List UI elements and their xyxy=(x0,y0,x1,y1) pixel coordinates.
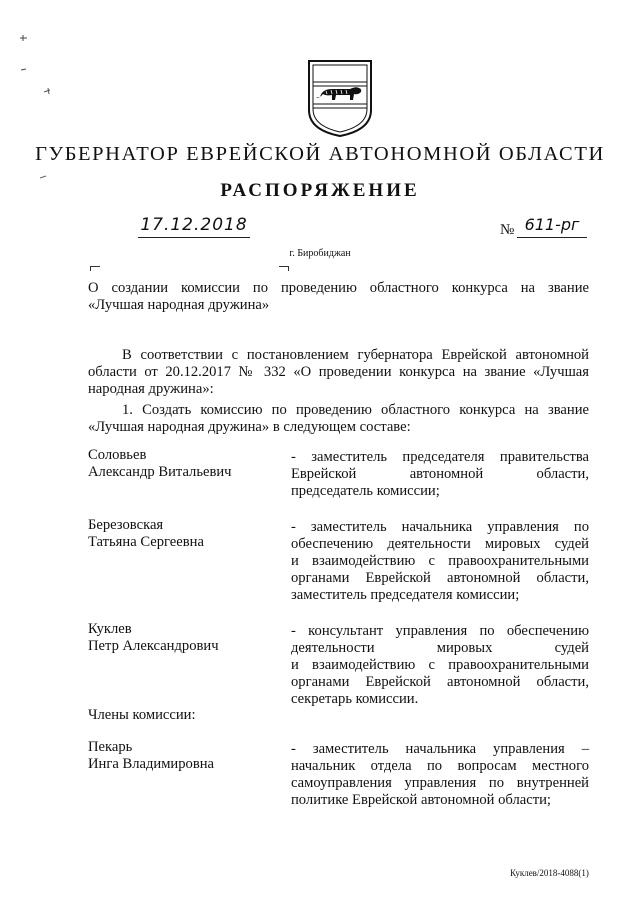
coat-of-arms-emblem xyxy=(306,58,374,138)
members-label: Члены комиссии: xyxy=(88,707,196,723)
member-name xyxy=(88,517,278,551)
document-number: 611-рг xyxy=(517,215,587,238)
member-surname: Пекарь xyxy=(88,739,133,755)
paragraph-line: «Лучшая народная дружина» в следующем составе: xyxy=(88,419,411,435)
role-line: секретарь комиссии. xyxy=(291,691,419,707)
role-line: органами Еврейской автономной области, xyxy=(291,570,589,586)
issuer-title: ГУБЕРНАТОР ЕВРЕЙСКОЙ АВТОНОМНОЙ ОБЛАСТИ xyxy=(35,143,605,165)
paragraph-line: 1. Создать комиссию по проведению областного конкурса на звание xyxy=(122,402,589,418)
role-line: политике Еврейской автономной области; xyxy=(291,792,551,808)
member-role xyxy=(291,449,589,500)
number-sign: № xyxy=(500,222,515,238)
role-line: органами Еврейской автономной области, xyxy=(291,674,589,690)
paragraph-line: области от 20.12.2017 № 332 «О проведении конкурса на звание «Лучшая xyxy=(88,364,589,380)
role-line: деятельности мировых судей xyxy=(291,640,589,656)
member-surname: Куклев xyxy=(88,621,132,637)
member-name xyxy=(88,447,278,481)
role-line: самоуправления управления по внутренней xyxy=(291,775,589,791)
member-role xyxy=(291,519,589,604)
role-line: - заместитель начальника управления – xyxy=(291,741,589,757)
member-role xyxy=(291,623,589,708)
role-line: заместитель председателя комиссии; xyxy=(291,587,520,603)
preamble-paragraph xyxy=(88,347,589,398)
role-line: начальник отдела по вопросам местного xyxy=(291,758,589,774)
paragraph-line: В соответствии с постановлением губернатора Еврейской автономной xyxy=(122,347,589,363)
member-role xyxy=(291,741,589,809)
member-given-name: Петр Александрович xyxy=(88,638,219,654)
subject-corner-right xyxy=(279,266,289,271)
member-surname: Березовская xyxy=(88,517,164,533)
document-type: РАСПОРЯЖЕНИЕ xyxy=(220,180,420,201)
footer-reference: Куклев/2018-4088(1) xyxy=(510,868,589,878)
role-line: председатель комиссии; xyxy=(291,483,440,499)
role-line: обеспечению деятельности мировых судей xyxy=(291,536,589,552)
member-name xyxy=(88,621,278,655)
clause-1-paragraph xyxy=(88,402,589,436)
role-line: - консультант управления по обеспечению xyxy=(291,623,589,639)
member-surname: Соловьев xyxy=(88,447,147,463)
member-given-name: Александр Витальевич xyxy=(88,464,232,480)
role-line: - заместитель начальника управления по xyxy=(291,519,589,535)
subject-line: О создании комиссии по проведению областного конкурса на звание xyxy=(88,280,589,296)
member-given-name: Инга Владимировна xyxy=(88,756,215,772)
role-line: и взаимодействию с правоохранительными xyxy=(291,657,589,673)
subject-line: «Лучшая народная дружина» xyxy=(88,297,270,313)
role-line: и взаимодействию с правоохранительными xyxy=(291,553,589,569)
subject xyxy=(88,280,589,314)
document-date: 17.12.2018 xyxy=(138,215,250,238)
paragraph-line: народная дружина»: xyxy=(88,381,214,397)
member-given-name: Татьяна Сергеевна xyxy=(88,534,204,550)
city: г. Биробиджан xyxy=(289,248,351,259)
subject-corner-left xyxy=(90,266,100,271)
role-line: - заместитель председателя правительства xyxy=(291,449,589,465)
member-name xyxy=(88,739,278,773)
role-line: Еврейской автономной области, xyxy=(291,466,589,482)
